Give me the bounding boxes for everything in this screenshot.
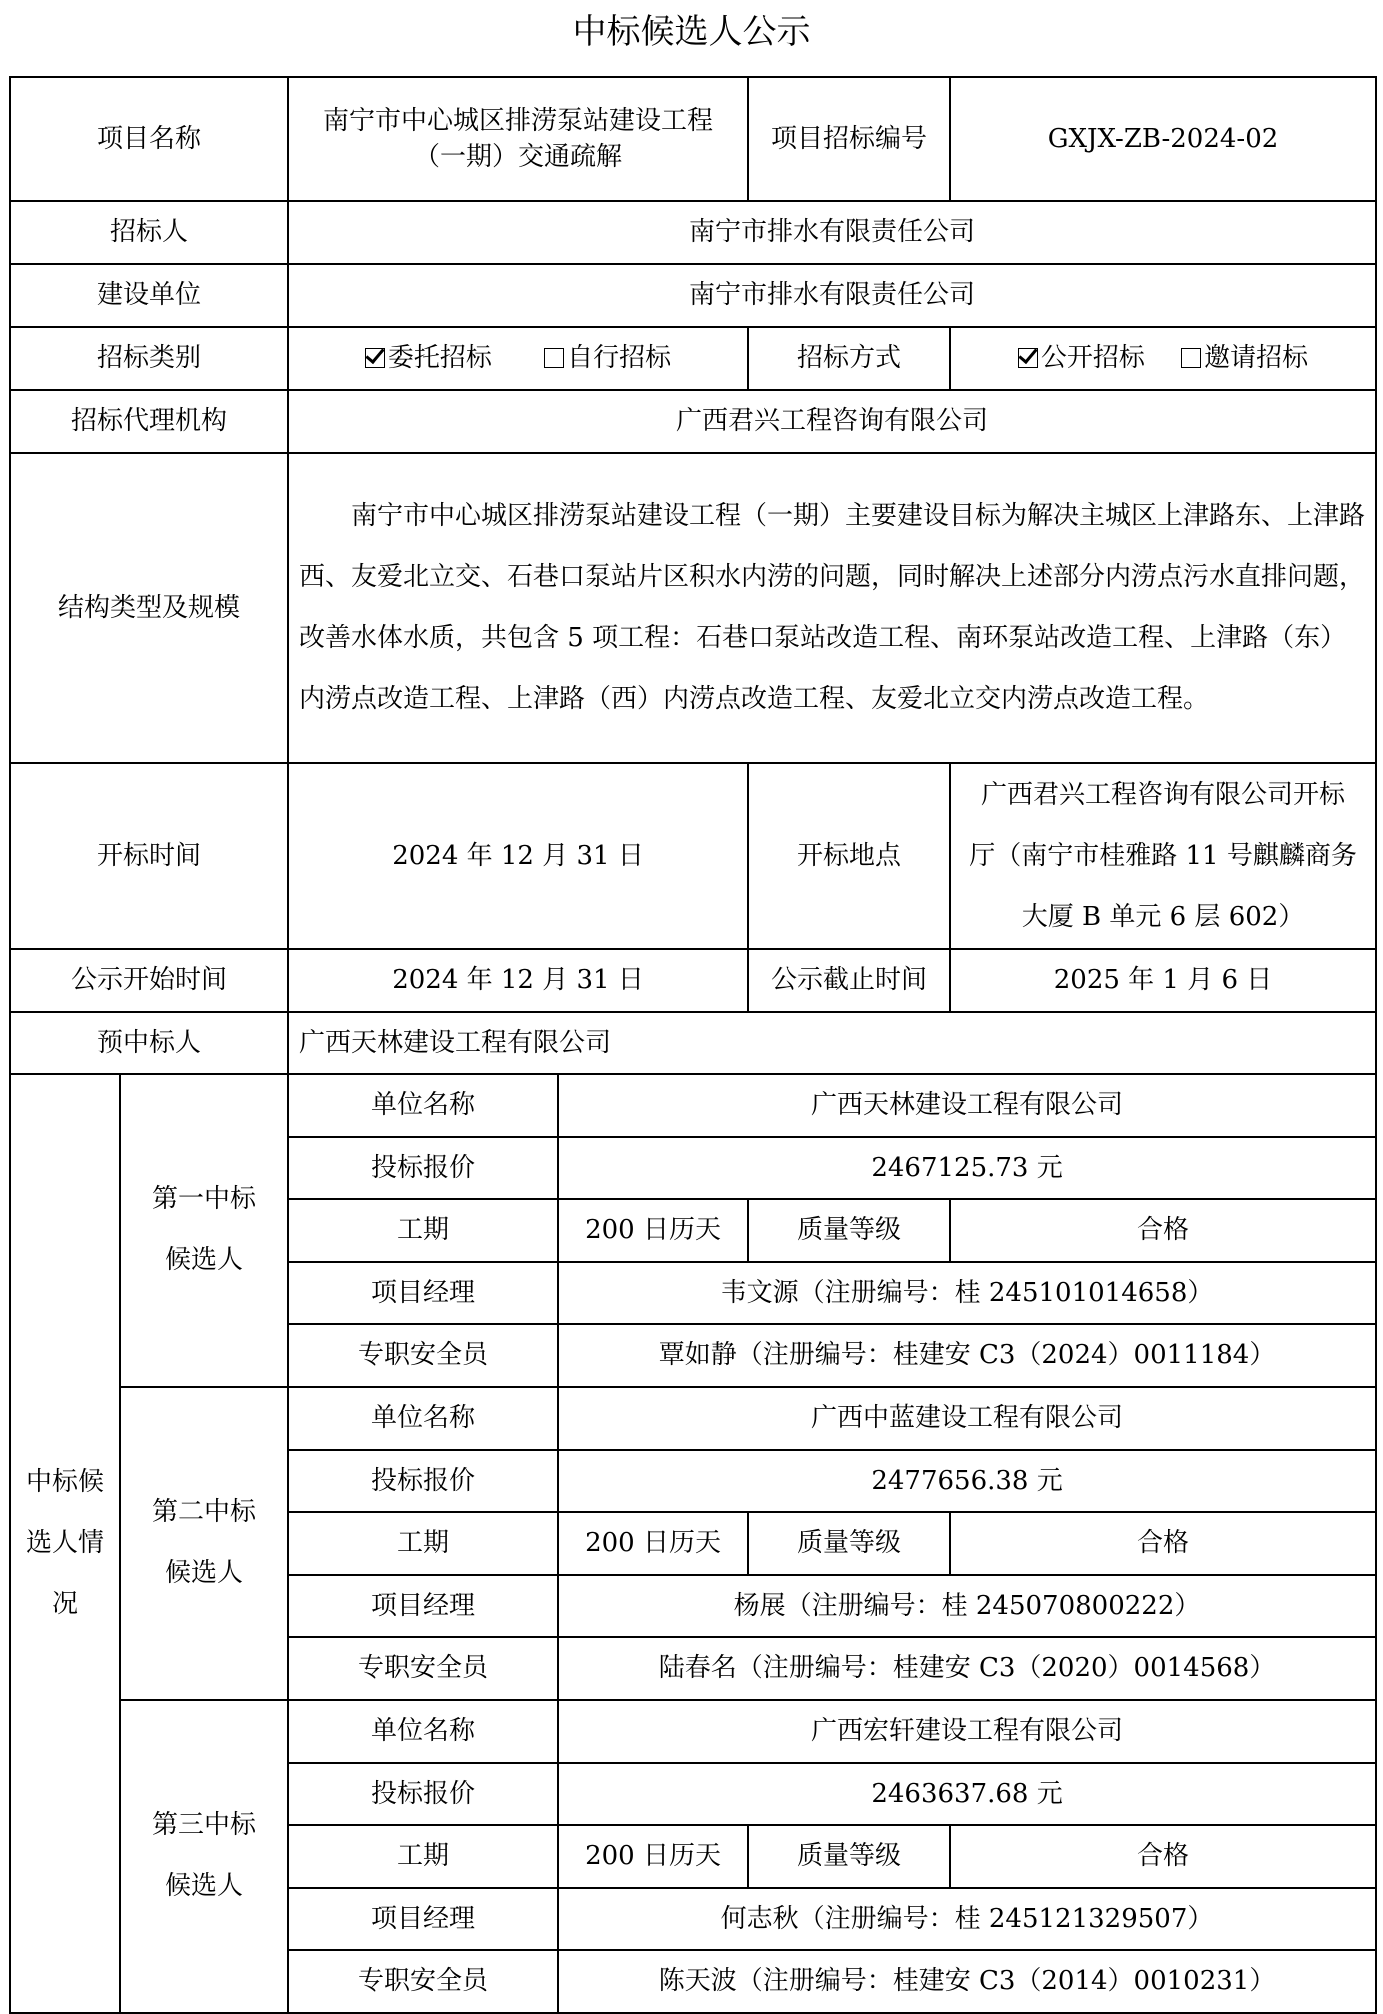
candidates-section-label (10, 1074, 120, 2013)
method-label: 招标方式 (748, 327, 950, 390)
pre-winner-row (10, 1012, 1376, 1074)
candidate-duration: 200 日历天 (558, 1199, 748, 1262)
bid-candidate-table (9, 76, 1377, 2014)
candidate-manager: 何志秋（注册编号：桂 245121329507） (558, 1888, 1376, 1951)
duration-label: 工期 (288, 1825, 558, 1888)
agency-label: 招标代理机构 (10, 390, 288, 453)
candidate-quality: 合格 (950, 1199, 1376, 1262)
builder-value: 南宁市排水有限责任公司 (288, 264, 1376, 327)
candidate-quality: 合格 (950, 1512, 1376, 1575)
method-option-label: 邀请招标 (1204, 343, 1309, 374)
section-label-line: 况 (51, 1588, 78, 1619)
checkbox-icon[interactable] (365, 348, 385, 368)
quality-label: 质量等级 (748, 1199, 950, 1262)
opening-place-line2: 厅（南宁市桂雅路 11 号麒麟商务 (969, 840, 1357, 871)
candidate-duration: 200 日历天 (558, 1512, 748, 1575)
candidate-company: 广西宏轩建设工程有限公司 (558, 1700, 1376, 1763)
scope-text-body: 南宁市中心城区排涝泵站建设工程（一期）主要建设目标为解决主城区上津路东、上津路西、友爱北立交、石巷口泵站片区积水内涝的问题，同时解决上述部分内涝点污水直排问题，改善水体水质，共包含 5 项工程：石巷口泵站改造工程、南环泵站改造工程、上津路（东）内涝点改造工程、上津路（西）内涝点改造工程、友爱北立交内涝点改造工程。 (299, 501, 1366, 714)
candidate-rank-line1: 第二中标 (152, 1497, 257, 1528)
candidate-safety: 覃如静（注册编号：桂建安 C3（2024）0011184） (558, 1324, 1376, 1387)
project-code-value: GXJX-ZB-2024-02 (950, 77, 1376, 201)
publicity-start-label: 公示开始时间 (10, 949, 288, 1012)
publicity-end-value: 2025 年 1 月 6 日 (950, 949, 1376, 1012)
candidate-manager: 杨展（注册编号：桂 245070800222） (558, 1575, 1376, 1638)
method-options (950, 327, 1376, 390)
candidate-rank-line2: 候选人 (165, 1871, 244, 1902)
checkbox-icon[interactable] (544, 348, 564, 368)
manager-label: 项目经理 (288, 1888, 558, 1951)
pre-winner-label: 预中标人 (10, 1012, 288, 1074)
candidate-manager: 韦文源（注册编号：桂 245101014658） (558, 1262, 1376, 1325)
project-code-label: 项目招标编号 (748, 77, 950, 201)
candidate-price: 2467125.73 元 (558, 1137, 1376, 1200)
candidate-quality: 合格 (950, 1825, 1376, 1888)
opening-place-line3: 大厦 B 单元 6 层 602） (1021, 901, 1305, 932)
publicity-row (10, 949, 1376, 1012)
safety-label: 专职安全员 (288, 1324, 558, 1387)
duration-label: 工期 (288, 1199, 558, 1262)
category-options (288, 327, 748, 390)
tenderer-label: 招标人 (10, 201, 288, 264)
safety-label: 专职安全员 (288, 1950, 558, 2013)
category-option-label: 自行招标 (567, 343, 672, 374)
price-label: 投标报价 (288, 1137, 558, 1200)
candidate-safety: 陈天波（注册编号：桂建安 C3（2014）0010231） (558, 1950, 1376, 2013)
tenderer-value: 南宁市排水有限责任公司 (288, 201, 1376, 264)
method-option-invite[interactable] (1181, 340, 1308, 376)
publicity-start-value: 2024 年 12 月 31 日 (288, 949, 748, 1012)
method-option-label: 公开招标 (1040, 343, 1145, 374)
candidate-company: 广西天林建设工程有限公司 (558, 1074, 1376, 1137)
publicity-end-label: 公示截止时间 (748, 949, 950, 1012)
opening-row (10, 763, 1376, 949)
builder-row (10, 264, 1376, 327)
category-option-self[interactable] (544, 340, 671, 376)
page-title: 中标候选人公示 (572, 12, 811, 52)
candidate-rank-line1: 第三中标 (152, 1810, 257, 1841)
candidate-rank-line2: 候选人 (165, 1558, 244, 1589)
candidate-company-row (10, 1700, 1376, 1763)
candidate-rank-line1: 第一中标 (152, 1184, 257, 1215)
company-label: 单位名称 (288, 1074, 558, 1137)
manager-label: 项目经理 (288, 1262, 558, 1325)
project-name-label: 项目名称 (10, 77, 288, 201)
opening-place-label: 开标地点 (748, 763, 950, 949)
checkbox-icon[interactable] (1181, 348, 1201, 368)
project-name-value (288, 77, 748, 201)
manager-label: 项目经理 (288, 1575, 558, 1638)
builder-label: 建设单位 (10, 264, 288, 327)
duration-label: 工期 (288, 1512, 558, 1575)
tenderer-row (10, 201, 1376, 264)
quality-label: 质量等级 (748, 1825, 950, 1888)
section-label-line: 中标候 (25, 1466, 104, 1497)
opening-place-line1: 广西君兴工程咨询有限公司开标 (981, 779, 1346, 810)
scope-text (288, 453, 1376, 763)
opening-place-value (950, 763, 1376, 949)
candidate-price: 2477656.38 元 (558, 1450, 1376, 1513)
category-label: 招标类别 (10, 327, 288, 390)
company-label: 单位名称 (288, 1700, 558, 1763)
method-option-open[interactable] (1018, 340, 1145, 376)
candidate-safety: 陆春名（注册编号：桂建安 C3（2020）0014568） (558, 1637, 1376, 1700)
project-name-line2: （一期）交通疏解 (414, 142, 623, 172)
checkbox-icon[interactable] (1018, 348, 1038, 368)
project-name-line1: 南宁市中心城区排涝泵站建设工程 (323, 105, 714, 136)
price-label: 投标报价 (288, 1763, 558, 1826)
agency-value: 广西君兴工程咨询有限公司 (288, 390, 1376, 453)
opening-time-value: 2024 年 12 月 31 日 (288, 763, 748, 949)
candidate-company-row (10, 1074, 1376, 1137)
section-label-line: 选人情 (25, 1527, 104, 1558)
category-option-entrusted[interactable] (365, 340, 492, 376)
safety-label: 专职安全员 (288, 1637, 558, 1700)
pre-winner-value: 广西天林建设工程有限公司 (288, 1012, 1376, 1074)
candidate-company: 广西中蓝建设工程有限公司 (558, 1387, 1376, 1450)
agency-row (10, 390, 1376, 453)
candidate-rank-line2: 候选人 (165, 1245, 244, 1276)
candidate-company-row (10, 1387, 1376, 1450)
candidate-duration: 200 日历天 (558, 1825, 748, 1888)
price-label: 投标报价 (288, 1450, 558, 1513)
opening-time-label: 开标时间 (10, 763, 288, 949)
candidate-rank (120, 1700, 288, 2013)
category-option-label: 委托招标 (387, 343, 492, 374)
quality-label: 质量等级 (748, 1512, 950, 1575)
candidate-price: 2463637.68 元 (558, 1763, 1376, 1826)
company-label: 单位名称 (288, 1387, 558, 1450)
candidate-rank (120, 1074, 288, 1387)
candidate-rank (120, 1387, 288, 1700)
project-row (10, 77, 1376, 201)
scope-label: 结构类型及规模 (10, 453, 288, 763)
category-row (10, 327, 1376, 390)
scope-row (10, 453, 1376, 763)
